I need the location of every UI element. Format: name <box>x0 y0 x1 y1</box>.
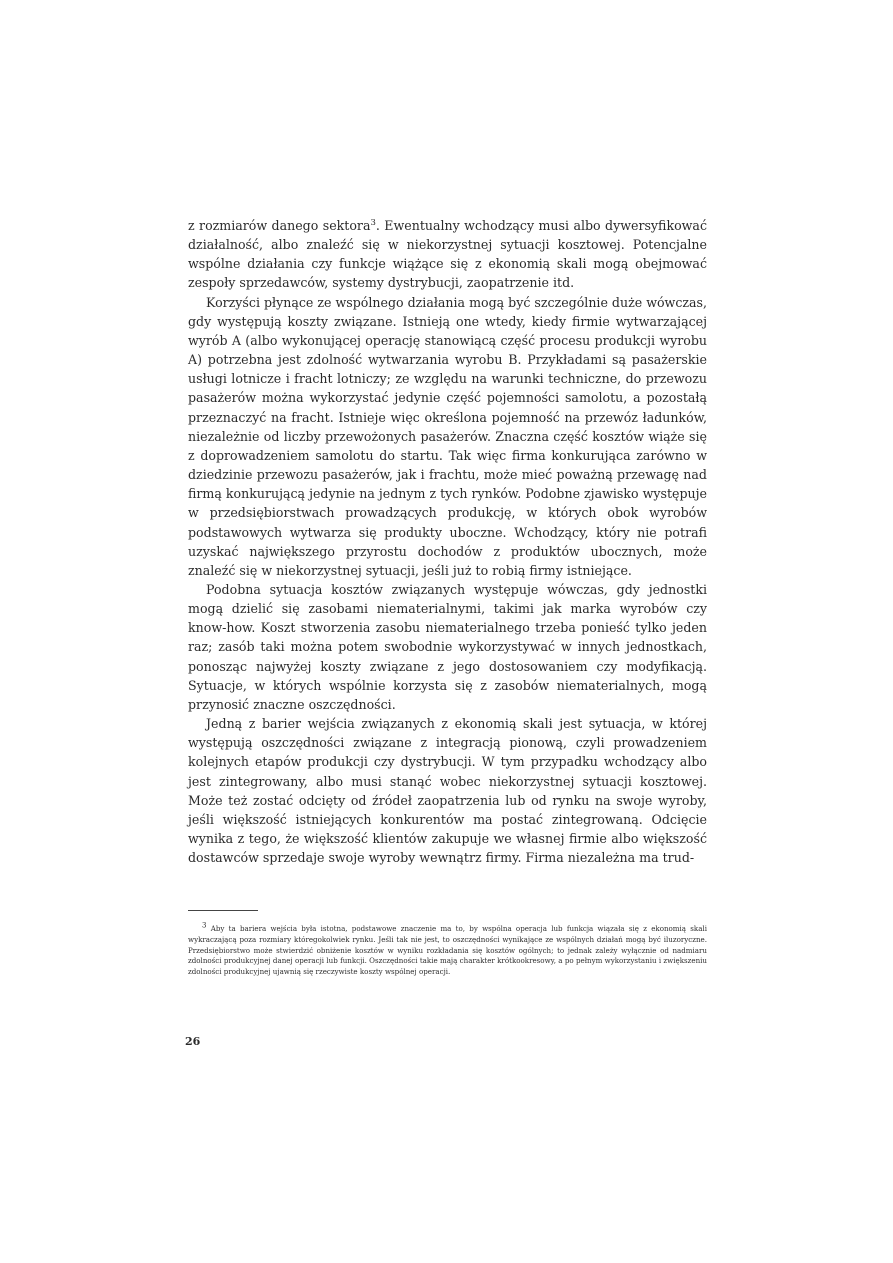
footnote-number: 3 <box>202 921 207 930</box>
footnote-reference: 3 <box>370 217 376 228</box>
body-text <box>188 216 707 867</box>
footnote-divider <box>188 910 258 911</box>
paragraph-1 <box>188 216 707 293</box>
paragraph-1-end: . Ewentualny wchodzący musi albo dywersyfikować działalność, albo znaleźć się w niekorzystnej sytuacji kosztowej. Potencjalne wspólne działania czy funkcje wiążące się z ekonomią skali mogą obejmować zespoły sprzedawców, systemy dystrybucji, zaopatrzenie itd. <box>188 218 707 291</box>
footnote <box>188 921 707 978</box>
footnote-text: Aby ta bariera wejścia była istotna, podstawowe znaczenie ma to, by wspólna operacja lub funkcja wiązała się z ekonomią skali wykraczającą poza rozmiary któregokolwiek rynku. Jeśli tak nie jest, to oszczędności wynikające ze wspólnych działań mogą być iluzoryczne. Przedsiębiorstwo może stwierdzić obniżenie kosztów w wyniku rozkładania się kosztów ogólnych; to jednak zależy wyłącznie od nadmiaru zdolności produkcyjnej danej operacji lub funkcji. Oszczędności takie mają charakter krótkookresowy, a po pełnym wykorzystaniu i zwiększeniu zdolności produkcyjnej ujawnią się rzeczywiste koszty wspólnej operacji. <box>188 924 707 977</box>
paragraph-2: Korzyści płynące ze wspólnego działania mogą być szczególnie duże wówczas, gdy występują koszty związane. Istnieją one wtedy, kiedy firmie wytwarzającej wyrób A (albo wykonującej operację stanowiącą część procesu produkcji wyrobu A) potrzebna jest zdolność wytwarzania wyrobu B. Przykładami są pasażerskie usługi lotnicze i fracht lotniczy; ze względu na warunki techniczne, do przewozu pasażerów można wykorzystać jedynie część pojemności samolotu, a pozostałą przeznaczyć na fracht. Istnieje więc określona pojemność na przewóz ładunków, niezależnie od liczby przewożonych pasażerów. Znaczna część kosztów wiąże się z doprowadzeniem samolotu do startu. Tak więc firma konkurująca zarówno w dziedzinie przewozu pasażerów, jak i frachtu, może mieć poważną przewagę nad firmą konkurującą jedynie na jednym z tych rynków. Podobne zjawisko występuje w przedsiębiorstwach prowadzących produkcję, w których obok wyrobów podstawowych wytwarza się produkty uboczne. Wchodzący, który nie potrafi uzyskać największego przyrostu dochodów z produktów ubocznych, może znaleźć się w niekorzystnej sytuacji, jeśli już to robią firmy istniejące. <box>188 294 707 578</box>
paragraph-1-start: z rozmiarów danego sektora <box>188 218 371 233</box>
page-number: 26 <box>185 1035 201 1048</box>
paragraph-4: Jedną z barier wejścia związanych z ekonomią skali jest sytuacja, w której występują oszczędności związane z integracją pionową, czyli prowadzeniem kolejnych etapów produkcji czy dystrybucji. W tym przypadku wchodzący albo jest zintegrowany, albo musi stanąć wobec niekorzystnej sytuacji kosztowej. Może też zostać odcięty od źródeł zaopatrzenia lub od rynku na swoje wyroby, jeśli większość istniejących konkurentów ma postać zintegrowaną. Odcięcie wynika z tego, że większość klientów zakupuje we własnej firmie albo większość dostawców sprzedaje swoje wyroby wewnątrz firmy. Firma niezależna ma trud- <box>188 716 707 866</box>
paragraph-3: Podobna sytuacja kosztów związanych występuje wówczas, gdy jednostki mogą dzielić się zasobami niematerialnymi, takimi jak marka wyrobów czy know-how. Koszt stworzenia zasobu niematerialnego trzeba ponieść tylko jeden raz; zasób taki można potem swobodnie wykorzystywać w innych jednostkach, ponosząc najwyżej koszty związane z jego dostosowaniem czy modyfikacją. Sytuacje, w których wspólnie korzysta się z zasobów niematerialnych, mogą przynosić znaczne oszczędności. <box>188 581 707 712</box>
